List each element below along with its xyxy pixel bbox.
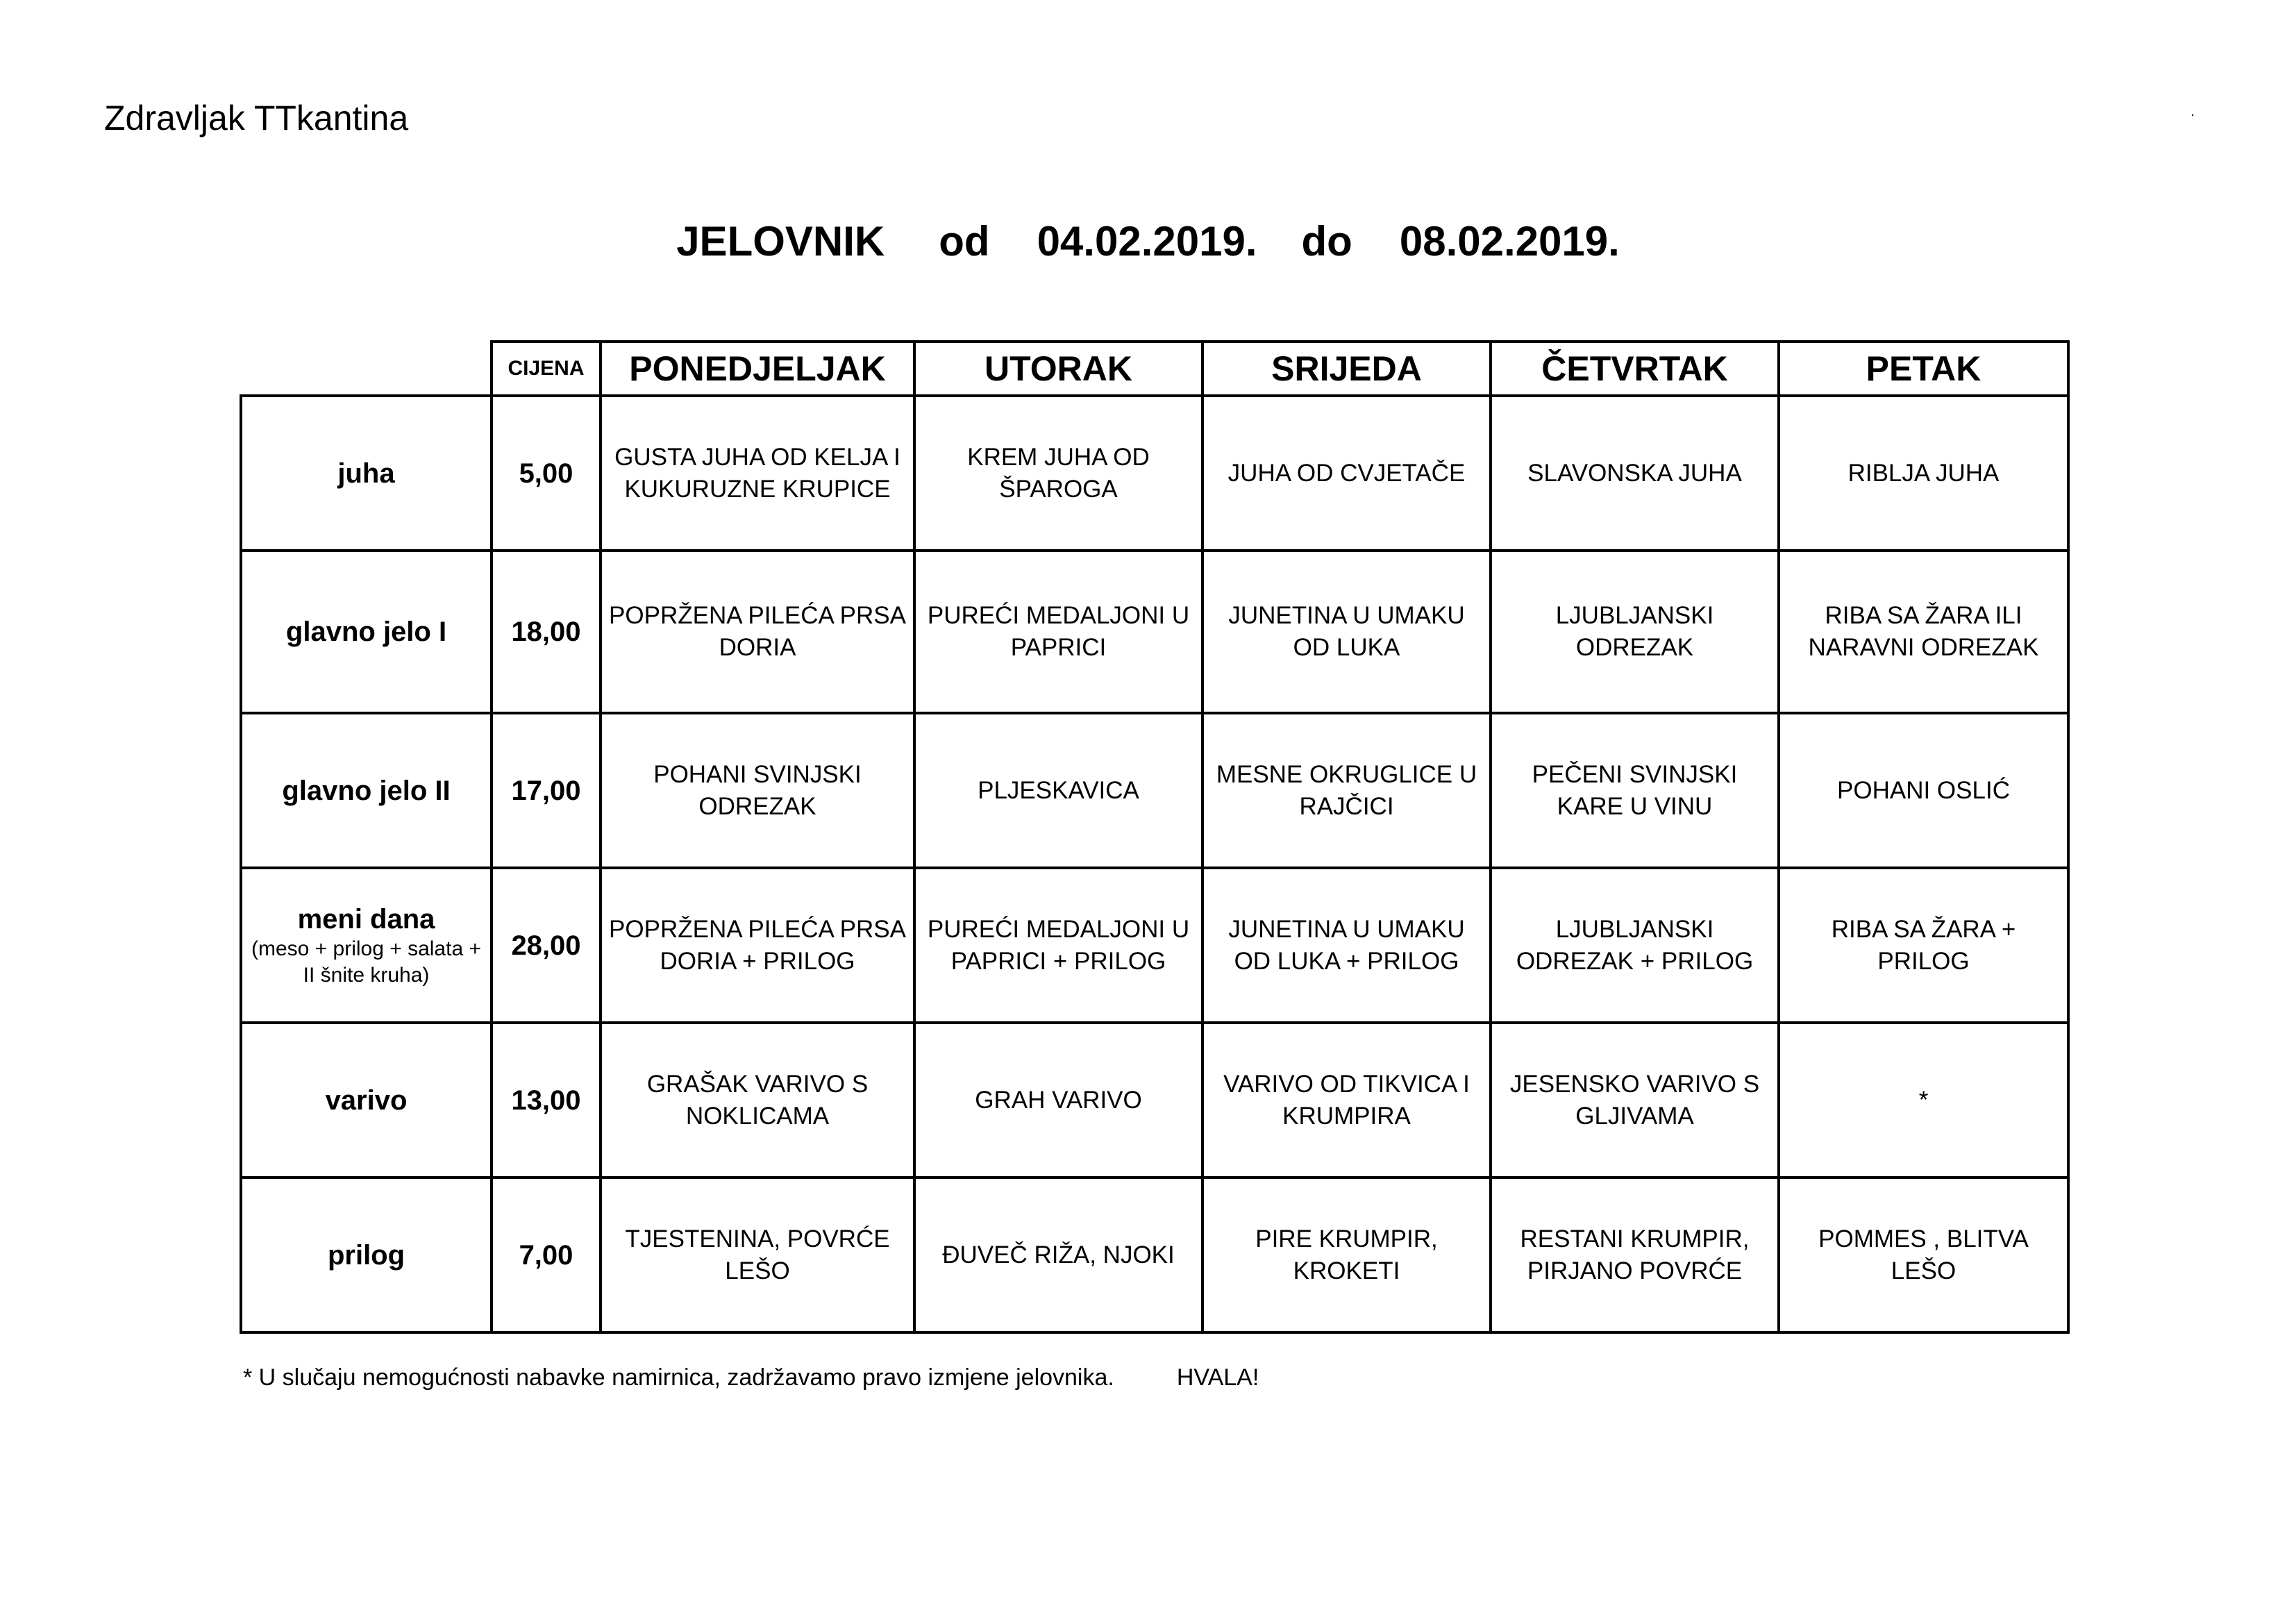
price-column-header: CIJENA bbox=[492, 342, 601, 396]
price-cell: 18,00 bbox=[492, 551, 601, 713]
dish-cell-thursday: SLAVONSKA JUHA bbox=[1491, 396, 1779, 551]
day-header-friday: PETAK bbox=[1779, 342, 2068, 396]
dish-cell-friday: RIBLJA JUHA bbox=[1779, 396, 2068, 551]
footnote-thanks: HVALA! bbox=[1176, 1364, 1259, 1391]
canteen-name: Zdravljak TTkantina bbox=[104, 99, 409, 137]
day-header-thursday: ČETVRTAK bbox=[1491, 342, 1779, 396]
price-cell: 28,00 bbox=[492, 868, 601, 1023]
table-row bbox=[241, 551, 2068, 713]
meal-category-cell bbox=[241, 713, 492, 868]
meal-category-label: glavno jelo II bbox=[282, 775, 451, 806]
table-row bbox=[241, 868, 2068, 1023]
table-row bbox=[241, 713, 2068, 868]
table-row bbox=[241, 1023, 2068, 1178]
dish-cell-tuesday: KREM JUHA OD ŠPAROGA bbox=[914, 396, 1203, 551]
dish-cell-wednesday: JUNETINA U UMAKU OD LUKA bbox=[1203, 551, 1491, 713]
dish-cell-tuesday: GRAH VARIVO bbox=[914, 1023, 1203, 1178]
price-cell: 13,00 bbox=[492, 1023, 601, 1178]
meal-category-cell bbox=[241, 868, 492, 1023]
table-row bbox=[241, 396, 2068, 551]
dish-cell-friday: * bbox=[1779, 1023, 2068, 1178]
dish-cell-thursday: JESENSKO VARIVO S GLJIVAMA bbox=[1491, 1023, 1779, 1178]
dish-cell-friday: RIBA SA ŽARA + PRILOG bbox=[1779, 868, 2068, 1023]
dish-cell-monday: GRAŠAK VARIVO S NOKLICAMA bbox=[601, 1023, 914, 1178]
footnote-text: * U slučaju nemogućnosti nabavke namirnica, zadržavamo pravo izmjene jelovnika. bbox=[243, 1364, 1114, 1391]
dish-cell-thursday: LJUBLJANSKI ODREZAK + PRILOG bbox=[1491, 868, 1779, 1023]
meal-category-label: prilog bbox=[327, 1239, 405, 1271]
dish-cell-friday: RIBA SA ŽARA ILI NARAVNI ODREZAK bbox=[1779, 551, 2068, 713]
menu-title-to-date: 08.02.2019. bbox=[1399, 218, 1620, 265]
dish-cell-monday: TJESTENINA, POVRĆE LEŠO bbox=[601, 1178, 914, 1332]
dish-cell-wednesday: JUNETINA U UMAKU OD LUKA + PRILOG bbox=[1203, 868, 1491, 1023]
dish-cell-monday: GUSTA JUHA OD KELJA I KUKURUZNE KRUPICE bbox=[601, 396, 914, 551]
dish-cell-friday: POMMES , BLITVA LEŠO bbox=[1779, 1178, 2068, 1332]
empty-corner-cell bbox=[241, 342, 492, 396]
meal-category-label: juha bbox=[337, 458, 395, 489]
meal-category-label: varivo bbox=[325, 1085, 408, 1116]
price-cell: 7,00 bbox=[492, 1178, 601, 1332]
dish-cell-wednesday: JUHA OD CVJETAČE bbox=[1203, 396, 1491, 551]
meal-category-label: glavno jelo I bbox=[285, 617, 447, 647]
menu-title bbox=[0, 214, 2296, 269]
meal-category-cell bbox=[241, 1023, 492, 1178]
table-row bbox=[241, 1178, 2068, 1332]
day-header-monday: PONEDJELJAK bbox=[601, 342, 914, 396]
dish-cell-wednesday: VARIVO OD TIKVICA I KRUMPIRA bbox=[1203, 1023, 1491, 1178]
dish-cell-tuesday: PUREĆI MEDALJONI U PAPRICI + PRILOG bbox=[914, 868, 1203, 1023]
price-cell: 17,00 bbox=[492, 713, 601, 868]
day-header-tuesday: UTORAK bbox=[914, 342, 1203, 396]
dish-cell-tuesday: PLJESKAVICA bbox=[914, 713, 1203, 868]
corner-mark: . bbox=[2190, 102, 2195, 119]
dish-cell-tuesday: ĐUVEČ RIŽA, NJOKI bbox=[914, 1178, 1203, 1332]
table-header-row bbox=[241, 342, 2068, 396]
dish-cell-wednesday: PIRE KRUMPIR, KROKETI bbox=[1203, 1178, 1491, 1332]
weekly-menu-table bbox=[240, 340, 2070, 1334]
meal-category-note: (meso + prilog + salata + II šnite kruha) bbox=[251, 937, 481, 987]
dish-cell-tuesday: PUREĆI MEDALJONI U PAPRICI bbox=[914, 551, 1203, 713]
dish-cell-monday: POPRŽENA PILEĆA PRSA DORIA + PRILOG bbox=[601, 868, 914, 1023]
menu-title-from-word: od bbox=[939, 218, 990, 265]
dish-cell-thursday: LJUBLJANSKI ODREZAK bbox=[1491, 551, 1779, 713]
dish-cell-wednesday: MESNE OKRUGLICE U RAJČICI bbox=[1203, 713, 1491, 868]
dish-cell-thursday: RESTANI KRUMPIR, PIRJANO POVRĆE bbox=[1491, 1178, 1779, 1332]
meal-category-cell bbox=[241, 551, 492, 713]
dish-cell-monday: POHANI SVINJSKI ODREZAK bbox=[601, 713, 914, 868]
menu-title-label: JELOVNIK bbox=[676, 218, 885, 265]
dish-cell-friday: POHANI OSLIĆ bbox=[1779, 713, 2068, 868]
footnote bbox=[243, 1362, 1259, 1393]
meal-category-label: meni dana bbox=[297, 903, 435, 935]
dish-cell-thursday: PEČENI SVINJSKI KARE U VINU bbox=[1491, 713, 1779, 868]
menu-title-from-date: 04.02.2019. bbox=[1037, 218, 1257, 265]
meal-category-cell bbox=[241, 396, 492, 551]
dish-cell-monday: POPRŽENA PILEĆA PRSA DORIA bbox=[601, 551, 914, 713]
menu-title-to-word: do bbox=[1301, 218, 1352, 265]
meal-category-cell bbox=[241, 1178, 492, 1332]
price-cell: 5,00 bbox=[492, 396, 601, 551]
day-header-wednesday: SRIJEDA bbox=[1203, 342, 1491, 396]
